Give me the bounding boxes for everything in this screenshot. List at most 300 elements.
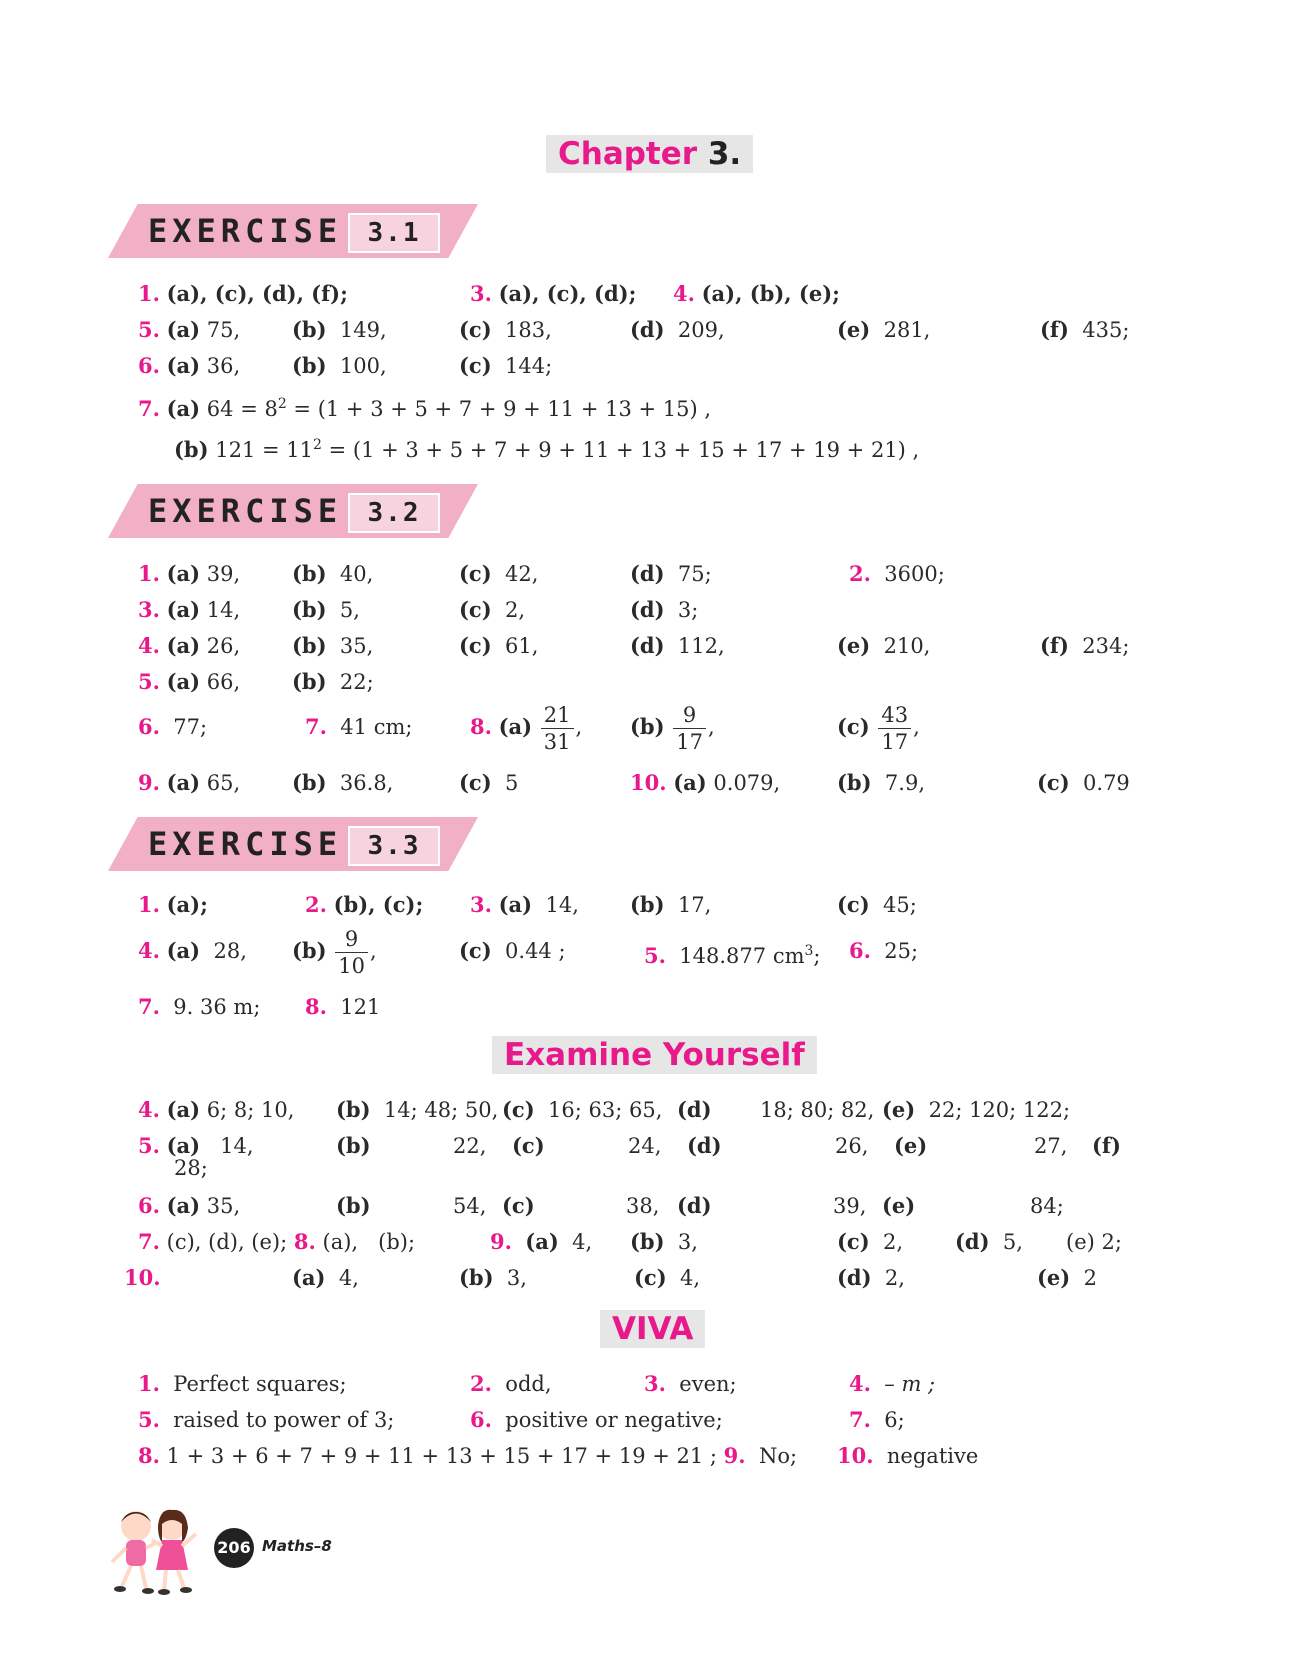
option-label: (e) [882, 1193, 916, 1218]
answer: 66, [206, 670, 241, 694]
answer-cell [453, 1134, 486, 1158]
answer-cell [837, 1230, 903, 1254]
q-number: 10. [837, 1443, 874, 1468]
answer: 435; [1082, 318, 1130, 342]
q-number: 8. [305, 994, 327, 1019]
q-number: 7. [849, 1407, 871, 1432]
option-label: (b) [292, 317, 327, 342]
option-label: (f) [1040, 317, 1069, 342]
answer-cell [849, 1372, 935, 1396]
answer-cell [849, 939, 918, 963]
answer-cell [305, 715, 412, 739]
q-number: 8. [470, 714, 492, 739]
answer: even; [679, 1372, 737, 1396]
option-label: (a) [166, 1193, 201, 1218]
answer: 28, [213, 939, 247, 963]
option-label: (c) [837, 892, 870, 917]
answer: 5, [339, 598, 360, 622]
option-label: (a) [498, 892, 533, 917]
answer: 149, [339, 318, 387, 342]
fraction [335, 926, 368, 979]
answer: positive or negative; [505, 1408, 723, 1432]
q-number: 1. [138, 281, 160, 306]
option-label: (a) [292, 1265, 326, 1290]
option-label: (c) [459, 938, 492, 963]
exercise-heading: EXERCISE [148, 212, 343, 250]
answer: 16; 63; 65, [548, 1098, 663, 1122]
option-label: (c) [837, 714, 870, 739]
option-label: (d) [630, 561, 665, 586]
answer: 35, [339, 634, 374, 658]
option-label: (c) [459, 561, 492, 586]
q-number: 1. [138, 1371, 160, 1396]
answer-cell [630, 562, 712, 586]
kids-illustration [106, 1500, 206, 1600]
answer: 77; [173, 715, 208, 739]
option-label: (b) [292, 938, 327, 963]
answer-cell [292, 354, 387, 378]
q-number: 3. [470, 892, 492, 917]
option-label: (c) [459, 353, 492, 378]
answer: 22, [453, 1134, 487, 1158]
answer: 84; [1030, 1194, 1064, 1218]
option-label: (d) [630, 633, 665, 658]
separator: , [369, 939, 377, 963]
answer: 234; [1082, 634, 1130, 658]
answer: 36, [206, 354, 241, 378]
answer-cell [955, 1230, 1023, 1254]
answer: – m ; [884, 1372, 936, 1396]
answer-cell [626, 1194, 659, 1218]
exercise-number: 3.1 [348, 213, 440, 253]
option-label: (b) [459, 1265, 494, 1290]
q-number: 5. [138, 1407, 160, 1432]
option-label: (a) [166, 770, 201, 795]
answer-row [138, 995, 260, 1019]
answer-cell [292, 562, 373, 586]
option-label: (a) [166, 396, 201, 421]
answer-cell [837, 1266, 905, 1290]
answer-cell [677, 1194, 712, 1218]
answer-cell [1040, 634, 1129, 658]
answer-cell [470, 893, 579, 917]
option-label: (c) [634, 1265, 667, 1290]
separator: , [707, 715, 715, 739]
answer: 100, [339, 354, 387, 378]
kid-right-figure [152, 1510, 196, 1595]
q-number: 8. [138, 1443, 160, 1468]
answer-cell [470, 1408, 723, 1432]
answer-row [138, 598, 240, 622]
exponent: 3 [804, 943, 814, 959]
option-label: (a) [166, 317, 201, 342]
option-label: (e) [882, 1097, 916, 1122]
option-label: (a) [166, 938, 201, 963]
q-number: 7. [305, 714, 327, 739]
answer-cell [630, 634, 725, 658]
option-label: (a) [166, 1097, 201, 1122]
answer-row [138, 1230, 415, 1254]
exercise-number: 3.2 [348, 493, 440, 533]
denominator: 17 [881, 730, 909, 754]
q-number: 5. [138, 317, 160, 342]
option-label: (a) [166, 669, 201, 694]
answer-row [138, 1098, 294, 1122]
answer-cell [634, 1266, 700, 1290]
answer: 5, [1002, 1230, 1023, 1254]
answer: 45; [883, 893, 917, 917]
subject-label: Maths–8 [262, 1537, 332, 1555]
q-number: 7. [138, 1229, 160, 1254]
expression: 64 = 8 [206, 397, 278, 421]
q-number: 1. [138, 892, 160, 917]
answer: (a), (c), (d); [498, 281, 637, 306]
answer-cell [459, 939, 566, 963]
answer: 1 + 3 + 6 + 7 + 9 + 11 + 13 + 15 + 17 + 19 + 21 ; [166, 1444, 717, 1468]
option-label: (a) [166, 597, 201, 622]
answer-row [138, 1372, 347, 1396]
answer-row [138, 634, 240, 658]
answer-cell [677, 1098, 712, 1122]
q-number: 5. [644, 943, 666, 968]
section-title-text: Examine Yourself [504, 1037, 805, 1073]
answer-cell [630, 598, 698, 622]
separator: , [913, 715, 920, 739]
numerator: 21 [541, 702, 574, 729]
answer-cell [1066, 1230, 1122, 1254]
answer-cell [174, 1156, 208, 1180]
answer-cell [894, 1134, 927, 1158]
answer-cell [305, 995, 380, 1019]
answer-cell [837, 318, 930, 342]
answer-cell [833, 1194, 866, 1218]
answer-cell [882, 1098, 1070, 1122]
answer: (a), (c), (d), (f); [166, 281, 348, 306]
option-label: (b) [336, 1097, 371, 1122]
answer-row [470, 282, 636, 306]
answer: 3, [506, 1266, 527, 1290]
answer: 14, [545, 893, 579, 917]
answer: 18; 80; 82, [760, 1098, 875, 1122]
answer: 36.8, [339, 771, 394, 795]
option-label: (b) [630, 892, 665, 917]
chapter-title [546, 135, 753, 173]
answer-row [138, 1408, 394, 1432]
option-label: (b) [292, 597, 327, 622]
answer-cell [292, 634, 373, 658]
answer-cell [1092, 1134, 1121, 1158]
chapter-word: Chapter [558, 136, 698, 172]
answer: 3; [677, 598, 699, 622]
q-number: 4. [673, 281, 695, 306]
answer: Perfect squares; [173, 1372, 347, 1396]
option-label: (a) [498, 714, 533, 739]
q-number: 10. [124, 1265, 161, 1290]
answer-row [138, 1134, 254, 1158]
q-number: 2. [305, 892, 327, 917]
answer: 14, [220, 1134, 254, 1158]
answer-cell [630, 771, 780, 795]
answer: (a); [166, 892, 208, 917]
answer: 39, [833, 1194, 867, 1218]
separator: ; [813, 944, 821, 968]
answer-row [138, 893, 208, 917]
answer: 0.079, [713, 771, 781, 795]
answer: 3, [677, 1230, 698, 1254]
answer-cell [292, 771, 393, 795]
denominator: 10 [338, 954, 365, 978]
q-number: 6. [849, 938, 871, 963]
exercise-heading: EXERCISE [148, 492, 343, 530]
answer-cell [470, 700, 582, 755]
answer-cell [502, 1098, 662, 1122]
option-label: (b) [837, 770, 872, 795]
answer: 41 cm; [340, 715, 413, 739]
option-label: (b) [292, 633, 327, 658]
option-label: (b) [292, 561, 327, 586]
answer-cell [837, 1444, 978, 1468]
answer: 27, [1034, 1134, 1068, 1158]
option-label: (a) [166, 633, 201, 658]
option-label: (c) [502, 1097, 535, 1122]
answer: 2 [1083, 1266, 1097, 1290]
answer: 7.9, [884, 771, 925, 795]
answer-row [138, 392, 711, 421]
answer-cell [837, 634, 930, 658]
answer: 75; [677, 562, 712, 586]
q-number: 9. [138, 770, 160, 795]
answer-row [138, 1194, 240, 1218]
answer-row [174, 433, 919, 462]
option-label: (d) [955, 1229, 990, 1254]
answer: 210, [883, 634, 931, 658]
option-label: (d) [687, 1133, 722, 1158]
answer: 22; 120; 122; [928, 1098, 1071, 1122]
answer-cell [459, 318, 552, 342]
q-number: 4. [849, 1371, 871, 1396]
answer: 0.79 [1083, 771, 1130, 795]
q-number: 4. [138, 938, 160, 963]
option-label: (d) [630, 597, 665, 622]
answer-row [138, 771, 240, 795]
answer-cell [1034, 1134, 1067, 1158]
option-label: (d) [677, 1097, 712, 1122]
exponent: 2 [277, 396, 287, 412]
answer-cell [882, 1194, 915, 1218]
answer: 183, [505, 318, 552, 342]
answer: 40, [339, 562, 374, 586]
option-label: (e) [837, 633, 871, 658]
answer: 14, [206, 598, 241, 622]
option-label: (a) [166, 561, 201, 586]
answer-cell [459, 771, 518, 795]
q-number: 2. [849, 561, 871, 586]
option-label: (e) [1037, 1265, 1071, 1290]
answer-cell [453, 1194, 486, 1218]
option-label: (b) [336, 1193, 371, 1218]
option-label: (e) [837, 317, 871, 342]
answer: (b), (c); [333, 892, 424, 917]
answer: 2, [505, 598, 526, 622]
answer: 65, [206, 771, 241, 795]
option-label: (b) [292, 770, 327, 795]
answer: 14; 48; 50, [383, 1098, 499, 1122]
q-number: 6. [138, 1193, 160, 1218]
answer-cell [630, 318, 725, 342]
option-label: (a) [166, 353, 201, 378]
q-number: 6. [470, 1407, 492, 1432]
answer-cell [459, 1266, 527, 1290]
answer: 144; [505, 354, 553, 378]
option-label: (c) [502, 1193, 535, 1218]
option-label: (c) [459, 597, 492, 622]
option-label: (d) [677, 1193, 712, 1218]
answer-cell [512, 1134, 545, 1158]
answer-row [138, 715, 207, 739]
q-number: 3. [644, 1371, 666, 1396]
expression: 121 = 11 [215, 438, 314, 462]
answer-row [124, 1266, 161, 1290]
answer: 4, [572, 1230, 593, 1254]
answer-cell [1037, 771, 1130, 795]
answer: 121 [340, 995, 381, 1019]
answer: 61, [505, 634, 539, 658]
numerator: 43 [878, 702, 911, 729]
answer: raised to power of 3; [173, 1408, 395, 1432]
q-number: 4. [138, 1097, 160, 1122]
answer-cell [336, 1134, 371, 1158]
answer-row [138, 282, 348, 306]
option-label: (c) [459, 317, 492, 342]
answer: 26, [206, 634, 241, 658]
kid-left-figure [112, 1511, 158, 1594]
answer-cell [292, 670, 374, 694]
answer: 209, [677, 318, 725, 342]
answer-cell [1040, 318, 1129, 342]
q-number: 4. [138, 633, 160, 658]
answer: 38, [626, 1194, 660, 1218]
answer-cell [849, 1408, 905, 1432]
q-number: 2. [470, 1371, 492, 1396]
exponent: 2 [313, 437, 322, 453]
answer-cell [1037, 1266, 1097, 1290]
fraction [878, 702, 911, 755]
option-label: (b) [292, 669, 327, 694]
answer: 42, [505, 562, 539, 586]
option-label: (b) [630, 1229, 665, 1254]
answer: 148.877 cm [679, 944, 805, 968]
answer: (a), (b), (e); [701, 281, 840, 306]
q-number: 1. [138, 561, 160, 586]
answer: odd, [505, 1372, 552, 1396]
answer: 2, [884, 1266, 905, 1290]
denominator: 31 [543, 730, 571, 754]
option-label: (e) [894, 1133, 928, 1158]
answer: 3600; [884, 562, 945, 586]
separator: , [575, 715, 583, 739]
option-label: (d) [837, 1265, 872, 1290]
q-number: 5. [138, 1133, 160, 1158]
answer: negative [886, 1444, 979, 1468]
q-number: 7. [138, 994, 160, 1019]
answer-cell [630, 700, 715, 755]
answer: 0.44 ; [505, 939, 566, 963]
answer-cell [336, 1194, 371, 1218]
answer: 5 [505, 771, 519, 795]
q-number: 3. [470, 281, 492, 306]
option-label: (d) [630, 317, 665, 342]
answer-cell [760, 1098, 874, 1122]
answer: 17, [677, 893, 712, 917]
answer: 35, [206, 1194, 241, 1218]
option-label: (a) [673, 770, 707, 795]
exercise-number: 3.3 [348, 826, 440, 866]
answer-cell [837, 700, 920, 755]
answer-cell [292, 1266, 359, 1290]
exercise-heading: EXERCISE [148, 825, 343, 863]
answer: 2, [883, 1230, 904, 1254]
answer-row [138, 354, 240, 378]
answer-cell [502, 1194, 535, 1218]
answer-cell [459, 598, 525, 622]
answer: No; [758, 1444, 798, 1468]
option-label: (c) [459, 633, 492, 658]
answer-row [138, 939, 247, 963]
answer-cell [292, 924, 377, 979]
denominator: 17 [676, 730, 703, 754]
q-number: 6. [138, 353, 160, 378]
q-number: 9. [490, 1229, 512, 1254]
section-title [600, 1310, 705, 1348]
answer-cell [644, 1372, 737, 1396]
expression: = (1 + 3 + 5 + 7 + 9 + 11 + 13 + 15 + 17 + 19 + 21) , [321, 438, 920, 462]
option-label: (c) [1037, 770, 1070, 795]
answer: 22; [339, 670, 374, 694]
numerator: 9 [673, 702, 706, 729]
answer: 4, [680, 1266, 701, 1290]
fraction [541, 702, 574, 755]
option-label: (b) [174, 437, 209, 462]
answer: 28; [174, 1156, 208, 1180]
answer-cell [837, 893, 917, 917]
answer: 9. 36 m; [173, 995, 261, 1019]
fraction [673, 702, 706, 755]
numerator: 9 [335, 926, 368, 953]
answer-cell [628, 1134, 661, 1158]
option-label: (a) [525, 1229, 559, 1254]
q-number: 3. [138, 597, 160, 622]
answer-cell [630, 893, 711, 917]
option-label: (b) [336, 1133, 371, 1158]
answer-cell [470, 1372, 552, 1396]
answer-cell [837, 771, 925, 795]
q-number: 10. [630, 770, 667, 795]
answer-cell [459, 354, 552, 378]
option-label: (c) [837, 1229, 870, 1254]
q-number: 6. [138, 714, 160, 739]
answer-cell [835, 1134, 868, 1158]
answer: (c), (d), (e); [166, 1230, 288, 1254]
answer: 26, [835, 1134, 869, 1158]
answer-row [138, 1444, 797, 1468]
answer-cell [292, 318, 387, 342]
answer: 4, [338, 1266, 359, 1290]
answer-row [138, 562, 240, 586]
answer-cell [490, 1230, 592, 1254]
answer-cell [459, 562, 538, 586]
option-label: (f) [1092, 1133, 1121, 1158]
answer-cell [292, 598, 360, 622]
